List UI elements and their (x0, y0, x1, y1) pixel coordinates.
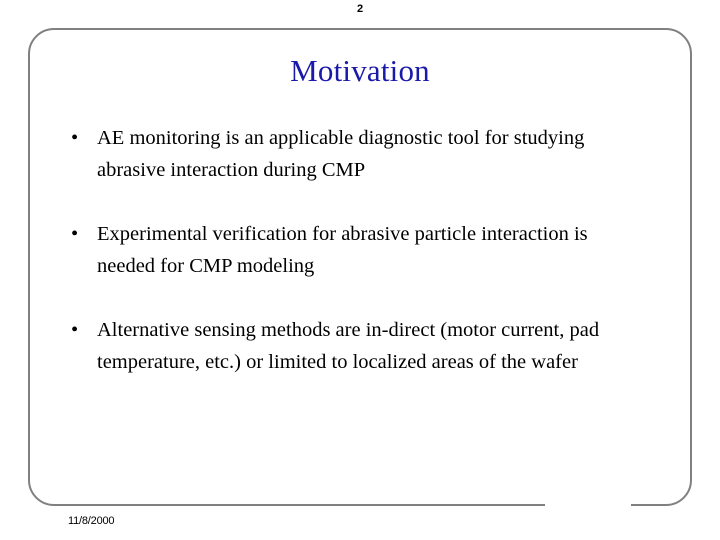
footer-date: 11/8/2000 (68, 515, 115, 527)
page-title: Motivation (290, 53, 430, 88)
bullet-point-icon: • (71, 223, 79, 245)
bullet-list (66, 122, 636, 378)
list-item-text: Experimental verification for abrasive particle interaction is needed for CMP modeling (97, 223, 588, 277)
list-item-text: Alternative sensing methods are in-direct (motor current, pad temperature, etc.) or limited to localized areas of the wafer (97, 319, 600, 373)
list-item (66, 218, 636, 282)
bullet-point-icon: • (71, 319, 79, 341)
list-item (66, 122, 636, 186)
bullet-point-icon: • (71, 127, 79, 149)
list-item-text: AE monitoring is an applicable diagnostic tool for studying abrasive interaction during CMP (97, 127, 585, 181)
slide-border-bottom-gap (545, 498, 631, 508)
list-item (66, 314, 636, 378)
page-number: 2 (356, 3, 364, 15)
